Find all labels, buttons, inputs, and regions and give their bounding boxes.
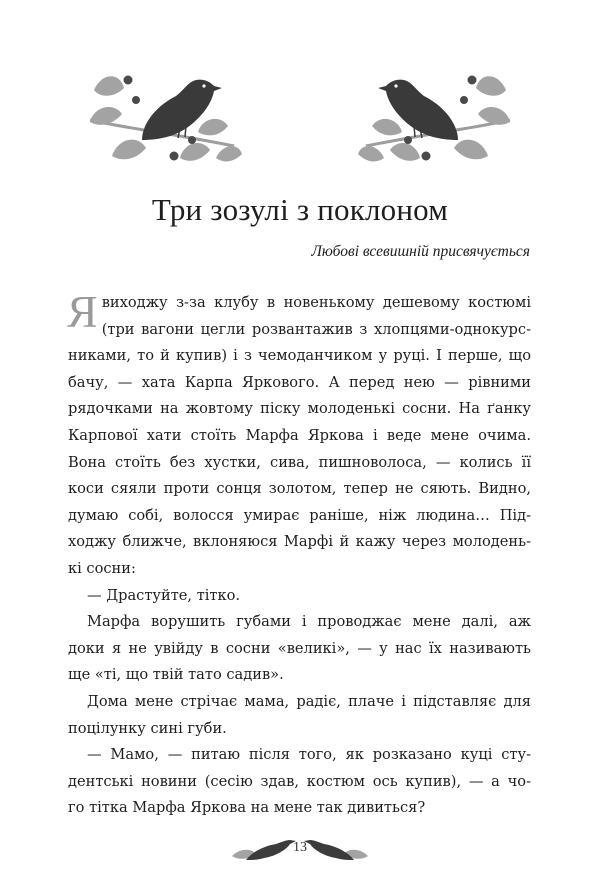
text-line: бачу, — хата Карпа Яркового. А перед нею — рівними — [68, 373, 531, 391]
text-line: доки я не увійду в сосни «великі», — у нас їх називають — [68, 639, 531, 657]
text-line: виходжу з-за клубу в новенькому дешевому костюмі — [101, 294, 531, 311]
paragraph — [68, 742, 531, 822]
text-line: коси сяяли проти сонця золотом, тепер не сяють. Видно, — [68, 480, 531, 498]
text-line: кі сосни: — [68, 559, 136, 577]
text-line: ще «ті, що твій тато садив». — [68, 666, 284, 684]
text-line: — Драстуйте, тітко. — [87, 586, 241, 604]
text-line: Вона стоїть без хустки, сива, пишноволоса, — колись її — [68, 453, 531, 471]
text-line: го тітка Марфа Яркова на мене так дивиться? — [68, 799, 426, 817]
text-line: рядочками на жовтому піску молоденькі сосни. На ґанку — [68, 400, 531, 418]
paragraph — [68, 689, 531, 742]
bird-on-branch-icon — [356, 62, 516, 172]
text-line: — Мамо, — питаю після того, як розказано куці сту- — [87, 746, 531, 764]
dedication: Любові всевишній присвячується — [311, 243, 530, 260]
body-text — [67, 286, 531, 822]
text-line: Дома мене стрічає мама, радіє, плаче і підставляє для — [87, 692, 531, 710]
text-line: (три вагони цегли розвантажив з хлопцями-однокурс- — [101, 320, 531, 338]
text-line: думаю собі, волосся умирає раніше, ніж людина… Під- — [68, 506, 531, 524]
text-line: поцілунку сині губи. — [68, 719, 227, 737]
text-line: никами, то й купив) і з чемоданчиком у руці. І перше, що — [68, 347, 531, 365]
page-title: Три зозулі з поклоном — [151, 192, 449, 227]
paragraph — [68, 583, 531, 610]
paragraph — [68, 609, 531, 689]
page-number: 13 — [293, 840, 307, 855]
bird-on-branch-icon — [84, 62, 244, 172]
paragraph — [67, 286, 531, 583]
text-line: ходжу ближче, вклоняюся Марфі й кажу через молодень- — [68, 533, 531, 551]
text-line: дентські новини (сесію здав, костюм ось купив), — а чо- — [68, 772, 531, 790]
text-line: Марфа ворушить губами і проводжає мене далі, аж — [87, 613, 531, 631]
drop-cap: Я — [67, 286, 98, 337]
text-line: Карпової хати стоїть Марфа Яркова і веде мене очима. — [68, 426, 531, 444]
